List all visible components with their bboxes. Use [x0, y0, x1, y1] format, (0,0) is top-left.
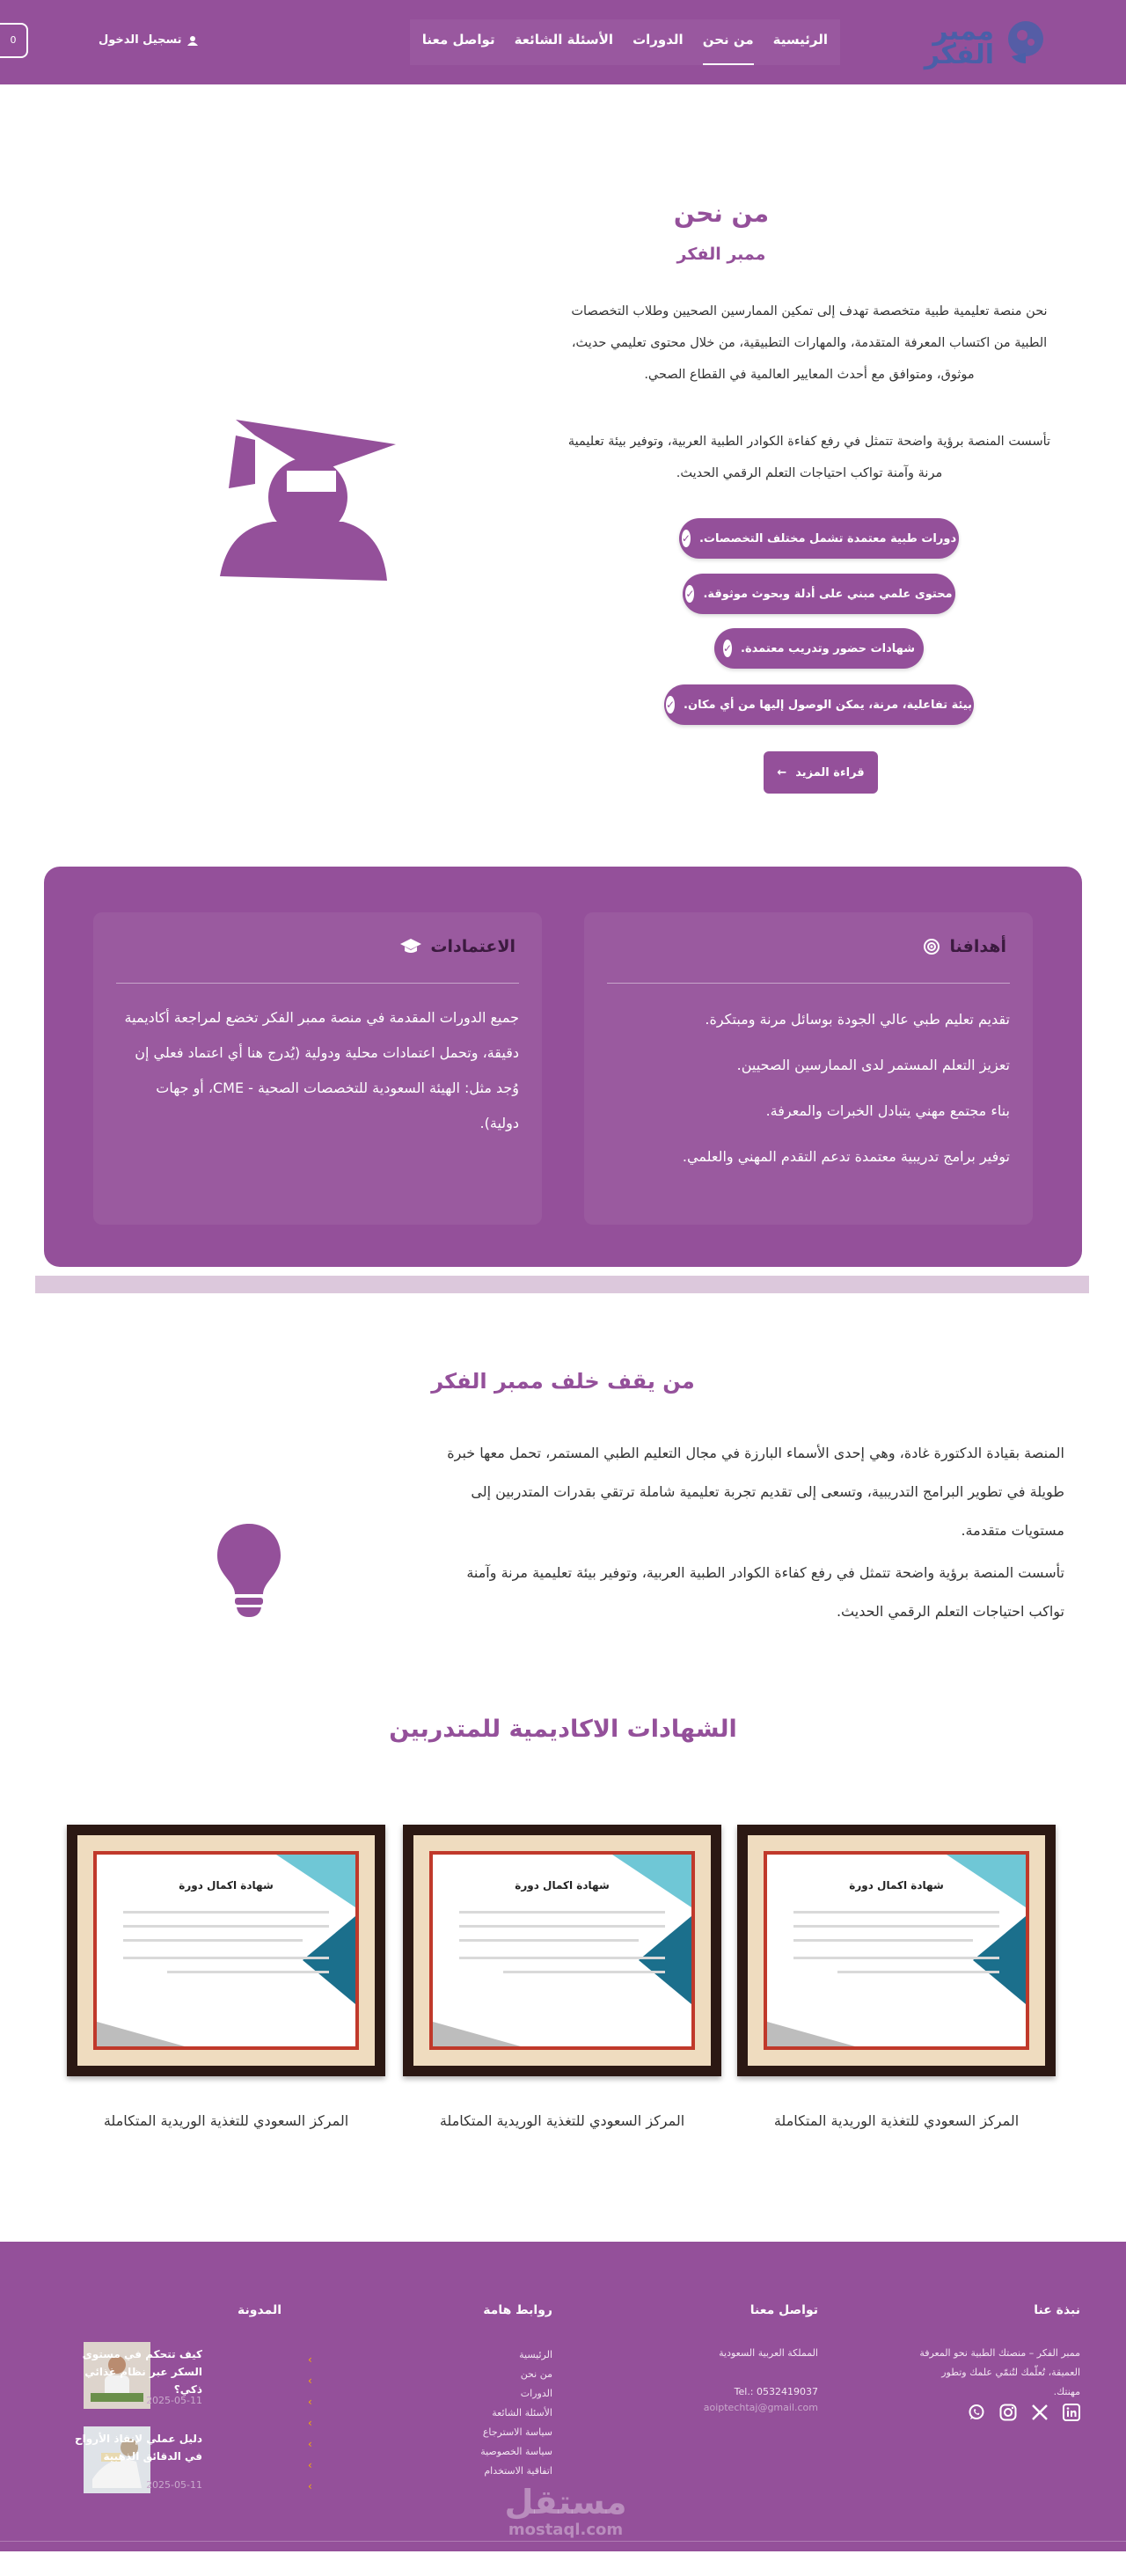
footer-link-privacy[interactable]: سياسة الخصوصية — [480, 2446, 552, 2457]
certificate-image-3[interactable] — [67, 1825, 385, 2076]
footer-link-refund[interactable]: سياسة الاسترجاع — [482, 2426, 552, 2438]
certificate-caption-3: المركز السعودي للتغذية الوريدية المتكاملة — [103, 2112, 349, 2129]
blog-post-date: 2025-05-11 — [146, 2479, 202, 2491]
footer-chevrons — [308, 2349, 312, 2497]
goal-item: تعزيز التعلم المستمر لدى الممارسين الصحيين. — [736, 1057, 1010, 1073]
certificates-title: الشهادات الاكاديمية للمتدربين — [389, 1716, 737, 1743]
check-icon: ✓ — [723, 640, 732, 657]
footer-link-faq[interactable]: الأسئلة الشائعة — [492, 2407, 552, 2419]
certificate-caption-1: المركز السعودي للتغذية الوريدية المتكاملة — [773, 2112, 1020, 2129]
footer-link-courses[interactable]: الدورات — [520, 2388, 552, 2399]
blog-post-date: 2025-05-11 — [146, 2395, 202, 2406]
site-header — [0, 0, 1126, 84]
x-twitter-icon[interactable]: ✕ — [105, 2560, 114, 2573]
cart-count: 0 — [10, 34, 17, 46]
divider — [116, 983, 519, 984]
footer-blog-title: المدونة — [238, 2303, 282, 2317]
certificate-image-1[interactable] — [737, 1825, 1056, 2076]
logo-line-2: الفكر — [924, 40, 994, 70]
target-icon — [923, 938, 940, 955]
nav-about[interactable]: من نحن — [703, 19, 754, 65]
feature-pill-3: شهادات حضور وتدريب معتمدة. ✓ — [714, 628, 924, 669]
copyright-text: جميع الحقوق محفوظة لـ ممبر الفكر 2025. — [851, 2564, 1042, 2576]
login-link[interactable] — [99, 33, 198, 47]
goal-item: تقديم تعليم طبي عالي الجودة بوسائل مرنة ومبتكرة. — [705, 1011, 1010, 1028]
footer-phone[interactable]: Tel.: 0532419037 — [734, 2386, 818, 2397]
about-paragraph-2: تأسست المنصة برؤية واضحة تتمثل في رفع كفاءة الكوادر الطبية العربية، وتوفير بيئة تعليمية مرنة وآمنة تواكب احتياجات التعلم الرقمي الحديث. — [567, 435, 1051, 480]
footer-about-text: ممبر الفكر – منصتك الطبية نحو المعرفة العميقة، تُعلّمك لتُنمّي علمك وتطور مهنتك. — [919, 2347, 1080, 2397]
site-footer — [0, 2242, 1126, 2576]
check-icon: ✓ — [666, 696, 675, 714]
feature-pill-1: دورات طبية معتمدة تشمل مختلف التخصصات. ✓ — [679, 518, 959, 559]
whatsapp-icon[interactable] — [968, 2404, 985, 2421]
about-subtitle: ممبر الفكر — [676, 245, 766, 264]
x-twitter-icon[interactable] — [1031, 2404, 1049, 2421]
certificate-heading: شهادة اكمال دورة — [179, 1879, 274, 1892]
footer-link-terms[interactable]: اتفاقية الاستخدام — [484, 2465, 552, 2477]
logo-line-1: ممبر — [932, 16, 994, 47]
accreditation-title: الاعتمادات — [430, 937, 515, 956]
accreditation-text: جميع الدورات المقدمة في منصة ممبر الفكر تخضع لمراجعة أكاديمية دقيقة، وتحمل اعتمادات محلية ودولية (يُدرج هنا أي اعتماد فعلي إن وُجد مثل: الهيئة السعودية للتخصصات الصحية - CME، أو جهات دولية). — [124, 1009, 519, 1131]
goals-list — [607, 997, 1010, 1180]
nav-home[interactable]: الرئيسية — [772, 32, 828, 48]
site-logo[interactable] — [917, 16, 1049, 69]
certificate-caption-2: المركز السعودي للتغذية الوريدية المتكاملة — [439, 2112, 685, 2129]
footer-link-about[interactable]: من نحن — [520, 2368, 552, 2380]
goal-item: بناء مجتمع مهني يتبادل الخبرات والمعرفة. — [765, 1102, 1010, 1119]
brain-head-icon — [999, 18, 1049, 67]
mostaql-watermark: مستقل mostaql.com — [504, 2483, 627, 2539]
read-more-button[interactable]: قراءة المزيد ← — [764, 751, 878, 794]
goals-panel — [44, 867, 1082, 1267]
instagram-icon[interactable] — [88, 2560, 99, 2572]
footer-email[interactable]: aoiptechtaj@gmail.com — [703, 2402, 818, 2413]
instagram-icon[interactable] — [999, 2404, 1017, 2421]
certificate-heading: شهادة اكمال دورة — [849, 1879, 944, 1892]
divider — [607, 983, 1010, 984]
nav-contact[interactable]: تواصل معنا — [421, 32, 495, 48]
chevron-right-icon: › — [308, 2375, 312, 2387]
certificate-image-2[interactable] — [403, 1825, 721, 2076]
who-paragraph-2: تأسست المنصة برؤية واضحة تتمثل في رفع كفاءة الكوادر الطبية العربية، وتوفير بيئة تعليمية مرنة وآمنة تواكب احتياجات التعلم الرقمي الحديث. — [466, 1564, 1064, 1620]
who-paragraph-1: المنصة بقيادة الدكتورة غادة، وهي إحدى الأسماء البارزة في مجال التعليم الطبي المستمر، تحمل معها خبرة طويلة في تطوير البرامج التدريبية، وتسعى إلى تقديم تجربة تعليمية شاملة ترتقي بقدرات المتدربين إلى مستويات متقدمة. — [447, 1445, 1064, 1539]
graduate-icon — [202, 400, 396, 589]
who-title: من يقف خلف ممبر الفكر — [431, 1369, 695, 1394]
chevron-right-icon: › — [308, 2459, 312, 2471]
footer-bottom-social — [88, 2560, 114, 2573]
blog-post-1[interactable] — [84, 2342, 282, 2412]
nav-courses[interactable]: الدورات — [632, 32, 684, 48]
linkedin-icon[interactable] — [1063, 2404, 1080, 2421]
nav-faq[interactable]: الأسئلة الشائعة — [514, 32, 614, 48]
certificate-heading: شهادة اكمال دورة — [515, 1879, 610, 1892]
feature-pill-2: محتوى علمي مبني على أدلة وبحوث موثوقة. ✓ — [683, 574, 955, 614]
cart-button[interactable] — [0, 23, 28, 58]
footer-contact-title: تواصل معنا — [749, 2303, 818, 2317]
chevron-right-icon: › — [308, 2417, 312, 2429]
about-title: من نحن — [673, 199, 770, 228]
footer-social — [968, 2404, 1080, 2421]
blog-post-2[interactable] — [74, 2426, 282, 2497]
chevron-right-icon: › — [308, 2480, 312, 2492]
login-label: تسجيل الدخول — [99, 33, 182, 47]
blog-post-title: دليل عملي لإنقاذ الأرواح في الدقائق الذهبية — [74, 2433, 202, 2463]
chevron-right-icon: › — [308, 2353, 312, 2366]
footer-about-title: نبذة عنا — [1034, 2303, 1080, 2317]
footer-links-title: روابط هامة — [483, 2303, 552, 2317]
main-nav — [410, 19, 840, 65]
footer-address: المملكة العربية السعودية — [719, 2347, 818, 2359]
chevron-right-icon: › — [308, 2396, 312, 2408]
footer-link-home[interactable]: الرئيسية — [519, 2349, 552, 2360]
accreditation-card — [93, 912, 542, 1225]
chevron-right-icon: › — [308, 2438, 312, 2450]
check-icon: ✓ — [682, 530, 691, 547]
lightbulb-icon — [214, 1522, 284, 1619]
footer-divider — [0, 2541, 1126, 2542]
blog-post-title: كيف تتحكم في مستوى السكر عبر نظام غذائي ذكي؟ — [82, 2348, 202, 2396]
goal-item: توفير برامج تدريبية معتمدة تدعم التقدم المهني والعلمي. — [682, 1148, 1010, 1165]
goals-card — [584, 912, 1033, 1225]
about-paragraph-1: نحن منصة تعليمية طبية متخصصة تهدف إلى تمكين الممارسين الصحيين وطلاب التخصصات الطبية من اكتساب المعرفة المتقدمة، والمهارات التطبيقية، من خلال محتوى تعليمي حديث، موثوق، ومتوافق مع أحدث المعايير العالمية في القطاع الصحي. — [571, 304, 1048, 382]
feature-pill-4: بيئة تفاعلية، مرنة، يمكن الوصول إليها من أي مكان. ✓ — [664, 684, 974, 725]
check-icon: ✓ — [685, 585, 694, 603]
footer-links — [480, 2345, 552, 2481]
user-icon — [187, 35, 198, 46]
goals-title: أهدافنا — [949, 937, 1006, 956]
graduation-cap-icon — [400, 939, 421, 955]
section-strip — [35, 1276, 1089, 1293]
arrow-left-icon: ← — [777, 765, 787, 779]
